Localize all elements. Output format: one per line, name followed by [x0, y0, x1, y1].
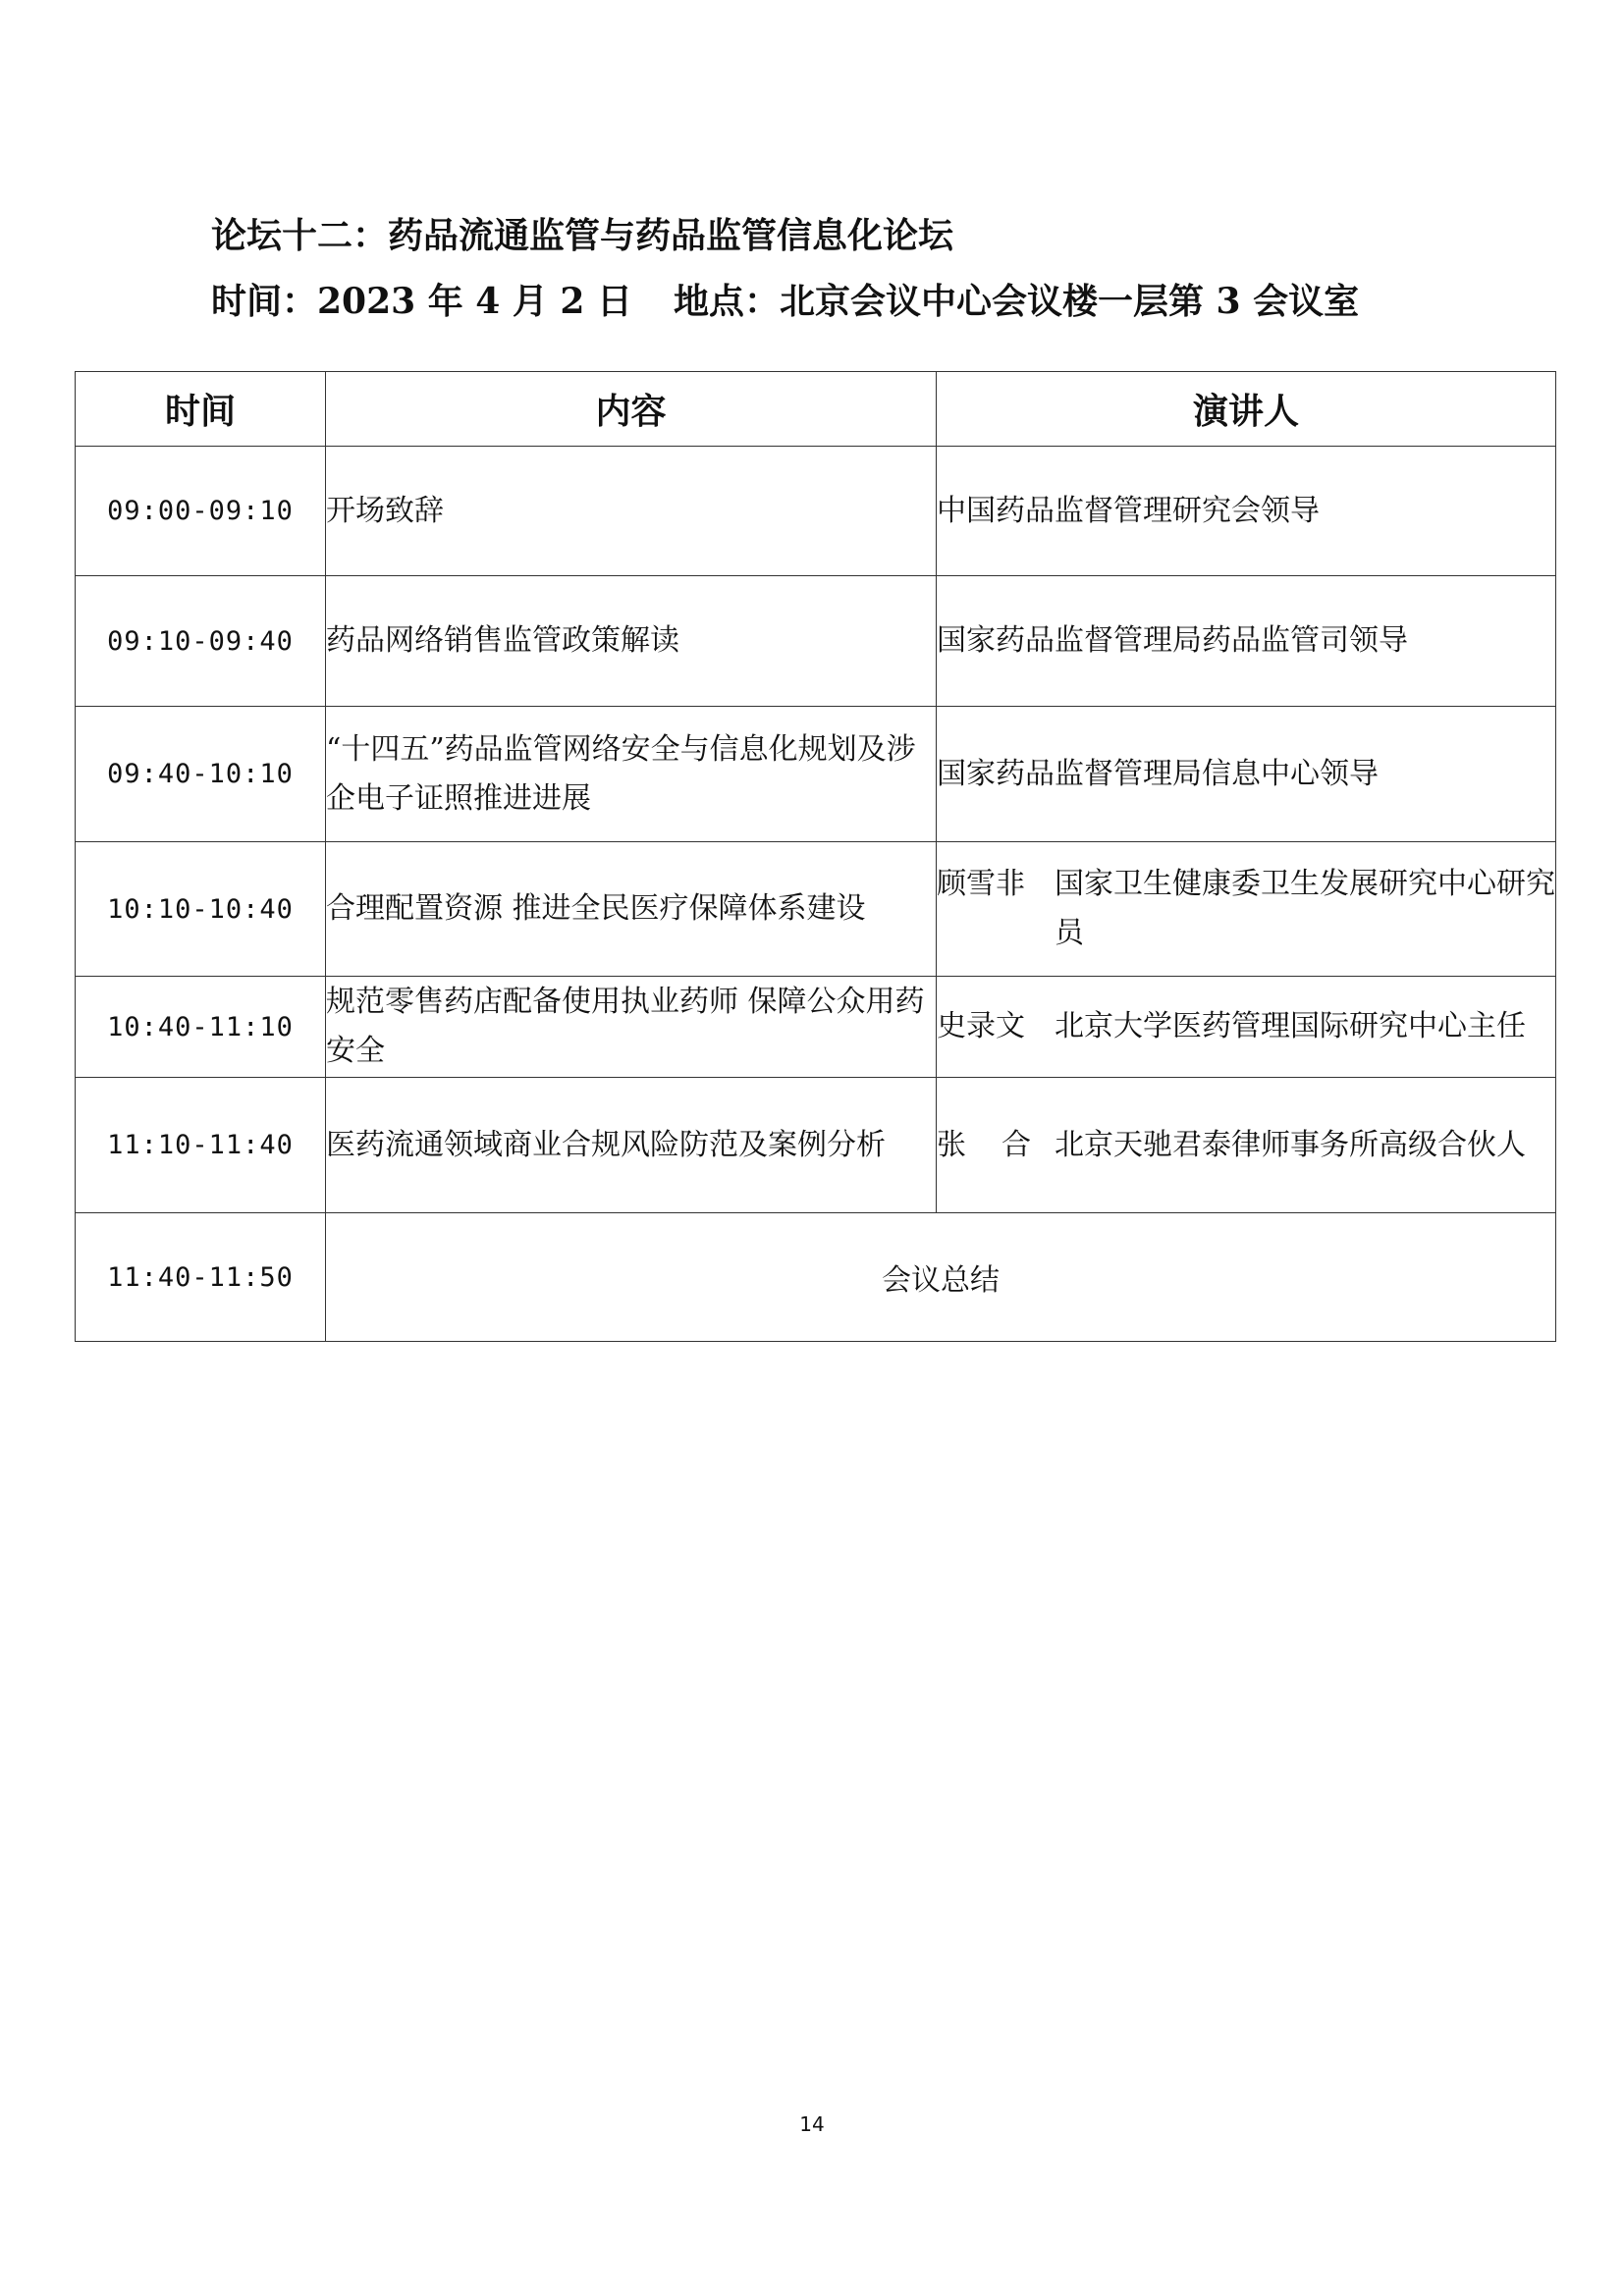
row-time: 10:40-11:10: [76, 977, 326, 1078]
table-row: [76, 1213, 1556, 1342]
speaker-name: 顾雪非: [937, 867, 1025, 901]
row-time: 09:00-09:10: [76, 447, 326, 576]
table-row: [76, 447, 1556, 576]
forum-time: 时间：2023 年 4 月 2 日: [211, 281, 632, 322]
row-content: 开场致辞: [326, 447, 937, 576]
forum-info: [211, 280, 1359, 323]
row-speaker: [937, 842, 1556, 977]
table-row: [76, 977, 1556, 1078]
row-time: 10:10-10:40: [76, 842, 326, 977]
schedule-table: [75, 371, 1556, 1342]
speaker-title: 北京大学医药管理国际研究中心主任: [1055, 1009, 1526, 1043]
row-speaker: 国家药品监督管理局信息中心领导: [937, 707, 1556, 842]
row-speaker: 国家药品监督管理局药品监管司领导: [937, 576, 1556, 707]
table-row: [76, 1078, 1556, 1213]
forum-location: 地点：北京会议中心会议楼一层第 3 会议室: [673, 281, 1360, 322]
speaker-title: 北京天驰君泰律师事务所高级合伙人: [1055, 1127, 1526, 1162]
speaker-name: 史录文: [937, 1009, 1025, 1043]
table-row: [76, 576, 1556, 707]
page-number: 14: [799, 2112, 825, 2136]
row-time: 09:10-09:40: [76, 576, 326, 707]
row-speaker: [937, 1078, 1556, 1213]
table-header-row: [76, 372, 1556, 447]
header-content: 内容: [326, 372, 937, 447]
row-content: 合理配置资源 推进全民医疗保障体系建设: [326, 842, 937, 977]
row-content: 药品网络销售监管政策解读: [326, 576, 937, 707]
row-content: “十四五”药品监管网络安全与信息化规划及涉企电子证照推进进展: [326, 707, 937, 842]
row-speaker: 中国药品监督管理研究会领导: [937, 447, 1556, 576]
header-time: 时间: [76, 372, 326, 447]
table-row: [76, 842, 1556, 977]
row-time: 09:40-10:10: [76, 707, 326, 842]
table-row: [76, 707, 1556, 842]
speaker-title: 国家卫生健康委卫生发展研究中心研究员: [1055, 867, 1555, 950]
row-content: 规范零售药店配备使用执业药师 保障公众用药安全: [326, 977, 937, 1078]
speaker-name: 张合: [937, 1127, 1066, 1162]
header-speaker: 演讲人: [937, 372, 1556, 447]
row-time: 11:40-11:50: [76, 1213, 326, 1342]
row-content: 医药流通领域商业合规风险防范及案例分析: [326, 1078, 937, 1213]
forum-title: 论坛十二：药品流通监管与药品监管信息化论坛: [211, 215, 954, 256]
row-time: 11:10-11:40: [76, 1078, 326, 1213]
row-speaker: [937, 977, 1556, 1078]
row-summary: 会议总结: [326, 1213, 1556, 1342]
